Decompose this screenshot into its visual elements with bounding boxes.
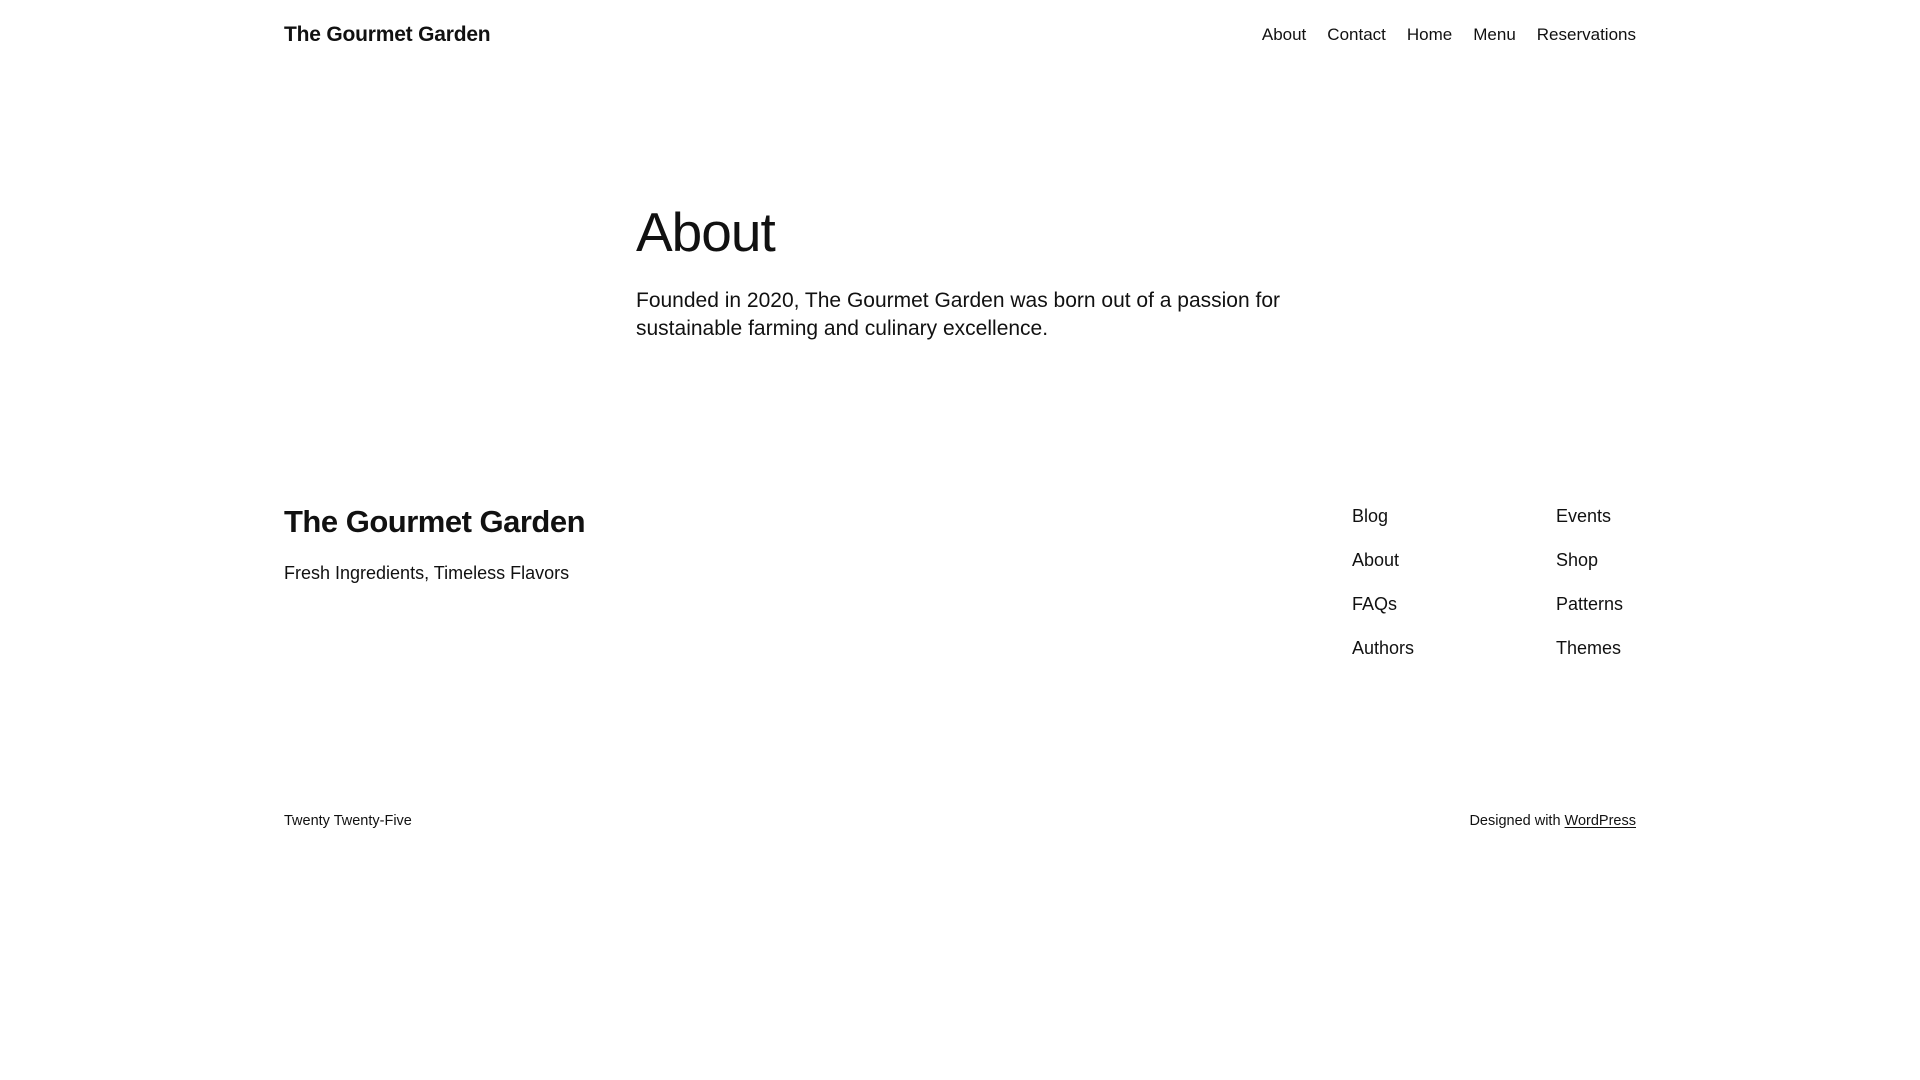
footer-main	[284, 503, 1636, 679]
designed-with-prefix: Designed with	[1469, 813, 1565, 830]
nav-item-contact[interactable]: Contact	[1327, 25, 1386, 44]
footer-link-column-1	[1352, 503, 1556, 679]
footer-link-themes[interactable]: Themes	[1556, 638, 1622, 659]
nav-item-about[interactable]: About	[1261, 25, 1307, 44]
footer-link-patterns[interactable]: Patterns	[1556, 594, 1624, 615]
site-header	[284, 0, 1636, 48]
nav-item-home[interactable]: Home	[1406, 25, 1453, 44]
intro-paragraph: Founded in 2020, The Gourmet Garden was born out of a passion for sustainable farming and culinary excellence.	[636, 289, 1281, 341]
designed-with	[1469, 811, 1636, 831]
theme-credit: Twenty Twenty-Five	[284, 813, 412, 830]
nav-item-reservations[interactable]: Reservations	[1536, 25, 1636, 44]
footer-link-faqs[interactable]: FAQs	[1352, 594, 1398, 615]
footer-link-events[interactable]: Events	[1556, 506, 1612, 527]
footer-link-authors[interactable]: Authors	[1352, 638, 1415, 659]
page-title: About	[636, 200, 775, 263]
footer-link-column-2	[1556, 503, 1636, 679]
footer-link-blog[interactable]: Blog	[1352, 506, 1389, 527]
site-footer	[284, 503, 1636, 841]
footer-link-about[interactable]: About	[1352, 550, 1400, 571]
footer-link-shop[interactable]: Shop	[1556, 550, 1599, 571]
footer-site-title: The Gourmet Garden	[284, 504, 586, 540]
wordpress-link[interactable]: WordPress	[1564, 813, 1636, 830]
footer-bottom-bar	[284, 811, 1636, 841]
nav-item-menu[interactable]: Menu	[1473, 25, 1516, 44]
primary-nav	[1262, 22, 1636, 48]
site-logo[interactable]: The Gourmet Garden	[284, 23, 491, 47]
footer-tagline: Fresh Ingredients, Timeless Flavors	[284, 563, 570, 584]
main-content	[284, 200, 1636, 344]
page	[284, 0, 1636, 842]
footer-branding	[284, 503, 585, 679]
footer-link-columns	[1352, 503, 1636, 679]
